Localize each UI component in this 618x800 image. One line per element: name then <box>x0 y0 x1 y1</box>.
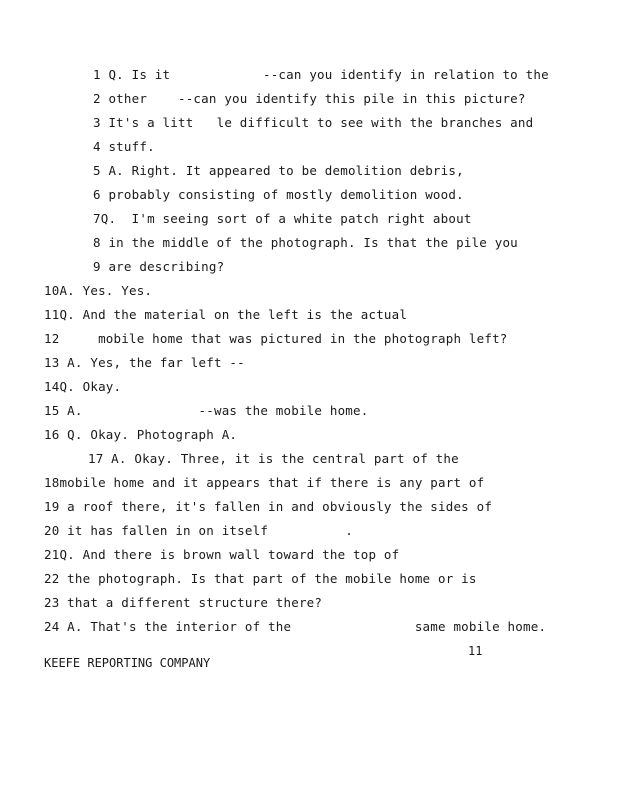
transcript-line-24: 24 A. That's the interior of the same mobile home. <box>44 619 547 634</box>
transcript-line-16: 16 Q. Okay. Photograph A. <box>44 427 238 442</box>
transcript-line-11: 11Q. And the material on the left is the actual <box>44 307 408 322</box>
page-number: 11 <box>468 644 483 658</box>
transcript-line-9: 9 are describing? <box>93 259 225 274</box>
transcript-line-21: 21Q. And there is brown wall toward the top of <box>44 547 400 562</box>
transcript-line-18: 18mobile home and it appears that if there is any part of <box>44 475 485 490</box>
transcript-line-3: 3 It's a litt le difficult to see with the branches and <box>93 115 534 130</box>
transcript-line-4: 4 stuff. <box>93 139 155 154</box>
transcript-line-20: 20 it has fallen in on itself . <box>44 523 354 538</box>
transcript-line-8: 8 in the middle of the photograph. Is that the pile you <box>93 235 518 250</box>
transcript-line-17: 17 A. Okay. Three, it is the central part of the <box>88 451 459 466</box>
transcript-line-10: 10A. Yes. Yes. <box>44 283 153 298</box>
transcript-line-14: 14Q. Okay. <box>44 379 122 394</box>
transcript-line-15: 15 A. --was the mobile home. <box>44 403 369 418</box>
transcript-line-6: 6 probably consisting of mostly demolition wood. <box>93 187 464 202</box>
transcript-line-19: 19 a roof there, it's fallen in and obviously the sides of <box>44 499 493 514</box>
transcript-line-23: 23 that a different structure there? <box>44 595 323 610</box>
transcript-line-2: 2 other --can you identify this pile in this picture? <box>93 91 526 106</box>
reporting-company: KEEFE REPORTING COMPANY <box>44 656 211 670</box>
transcript-line-1: 1 Q. Is it --can you identify in relation to the <box>93 67 549 82</box>
transcript-line-12: 12 mobile home that was pictured in the photograph left? <box>44 331 508 346</box>
transcript-line-7: 7Q. I'm seeing sort of a white patch right about <box>93 211 472 226</box>
transcript-line-13: 13 A. Yes, the far left -- <box>44 355 245 370</box>
transcript-line-22: 22 the photograph. Is that part of the mobile home or is <box>44 571 477 586</box>
transcript-line-5: 5 A. Right. It appeared to be demolition debris, <box>93 163 464 178</box>
